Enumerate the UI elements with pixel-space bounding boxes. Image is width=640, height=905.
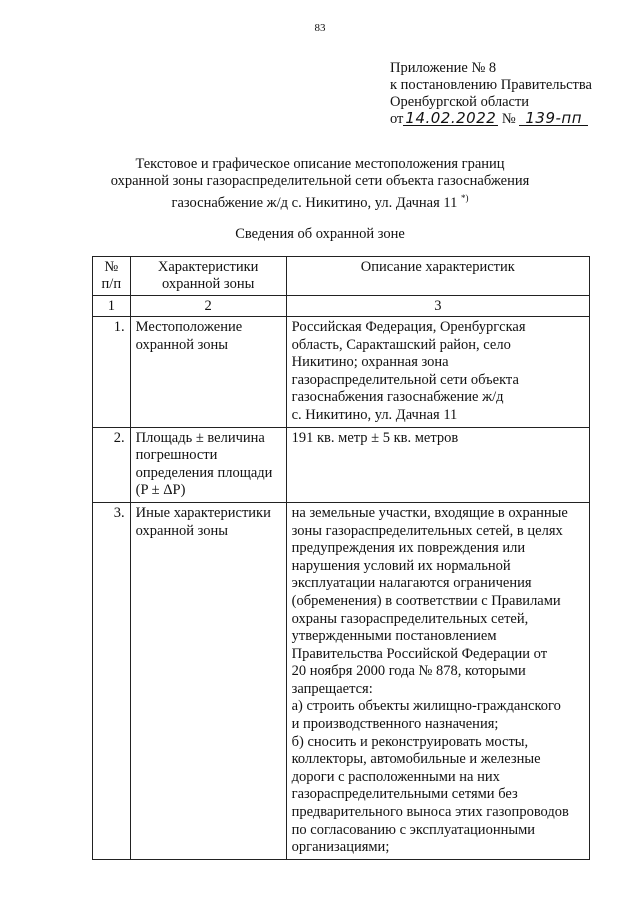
description-line: охраны газораспределительных сетей, [291, 610, 529, 627]
table-body [93, 317, 590, 860]
appendix-header [390, 60, 592, 128]
table-row [93, 502, 590, 859]
description-line: коллекторы, автомобильные и железные [291, 751, 541, 768]
description-line: нарушения условий их нормальной [291, 557, 511, 574]
characteristic-line: Иные характеристики [135, 504, 271, 521]
characteristic-line: охранной зоны [135, 522, 229, 539]
row-characteristic [130, 317, 286, 428]
characteristic-line: (P ± ΔP) [135, 482, 186, 499]
appendix-date-line [390, 111, 592, 128]
table-row [93, 427, 590, 502]
description-line: утвержденными постановлением [291, 628, 497, 645]
description-line: дороги с расположенными на них [291, 768, 500, 785]
description-line: Никитино; охранная зона [291, 354, 449, 371]
row-description [286, 502, 589, 859]
description-line: газоснабжения газоснабжение ж/д [291, 389, 504, 406]
footnote-mark: *) [460, 193, 469, 203]
characteristic-line: погрешности [135, 447, 218, 464]
title-line-1: Текстовое и графическое описание местоположения границ [135, 156, 505, 172]
handwritten-date: 14.02.2022 [405, 109, 497, 127]
col-number-3: 3 [286, 296, 589, 317]
document-title [100, 156, 540, 212]
description-line: а) строить объекты жилищно-гражданского [291, 698, 561, 715]
col-number-1: 1 [93, 296, 131, 317]
row-characteristic [130, 427, 286, 502]
page-number: 83 [314, 22, 326, 34]
row-description [286, 317, 589, 428]
zone-info-table [92, 256, 590, 860]
description-line: 191 кв. метр ± 5 кв. метров [291, 429, 459, 446]
row-characteristic [130, 502, 286, 859]
table-row [93, 317, 590, 428]
row-number: 1. [93, 317, 131, 428]
appendix-title: Приложение № 8 [390, 60, 497, 76]
header-num [93, 257, 131, 296]
description-line: газораспределительной сети объекта [291, 371, 519, 388]
description-line: по согласованию с эксплуатационными [291, 821, 536, 838]
description-line: и производственного назначения; [291, 716, 499, 733]
description-line: Правительства Российской Федерации от [291, 645, 548, 662]
number-sign: № [501, 111, 516, 127]
table-header-row [93, 257, 590, 296]
title-line-3 [100, 190, 540, 212]
header-description: Описание характеристик [286, 257, 589, 296]
description-line: запрещается: [291, 680, 373, 697]
characteristic-line: Местоположение [135, 319, 243, 335]
description-line: Российская Федерация, Оренбургская [291, 319, 526, 335]
title-line-2: охранной зоны газораспределительной сети объекта газоснабжения [110, 173, 530, 189]
header-num-line-1: № [104, 259, 119, 275]
header-num-line-2: п/п [101, 276, 122, 292]
column-number-row [93, 296, 590, 317]
handwritten-number: 139-пп [519, 111, 588, 126]
description-line: предупреждения их повреждения или [291, 540, 526, 557]
description-line: организациями; [291, 839, 390, 856]
header-char-line-1: Характеристики [157, 259, 259, 275]
description-line: (обременения) в соответствии с Правилами [291, 592, 561, 609]
col-number-2: 2 [130, 296, 286, 317]
appendix-decree: к постановлению Правительства [390, 77, 592, 93]
description-line: область, Саракташский район, село [291, 336, 511, 353]
characteristic-line: охранной зоны [135, 336, 229, 353]
appendix-region: Оренбургской области [390, 94, 530, 110]
description-line: б) сносить и реконструировать мосты, [291, 733, 529, 750]
description-line: с. Никитино, ул. Дачная 11 [291, 406, 458, 423]
description-line: 20 ноября 2000 года № 878, которыми [291, 663, 526, 680]
row-number: 3. [93, 502, 131, 859]
characteristic-line: Площадь ± величина [135, 429, 265, 446]
description-line: предварительного выноса этих газопроводов [291, 804, 569, 821]
header-char-line-2: охранной зоны [161, 276, 255, 292]
row-number: 2. [93, 427, 131, 502]
description-line: газораспределительными сетями без [291, 786, 518, 803]
row-description [286, 427, 589, 502]
title-line-3-text: газоснабжение ж/д с. Никитино, ул. Дачная 11 [171, 194, 458, 211]
characteristic-line: определения площади [135, 464, 273, 481]
from-label: от [390, 111, 404, 127]
description-line: зоны газораспределительных сетей, в целях [291, 522, 563, 539]
description-line: эксплуатации налагаются ограничения [291, 575, 532, 592]
header-characteristics [130, 257, 286, 296]
section-subtitle: Сведения об охранной зоне [235, 226, 405, 242]
description-line: на земельные участки, входящие в охранные [291, 504, 568, 521]
